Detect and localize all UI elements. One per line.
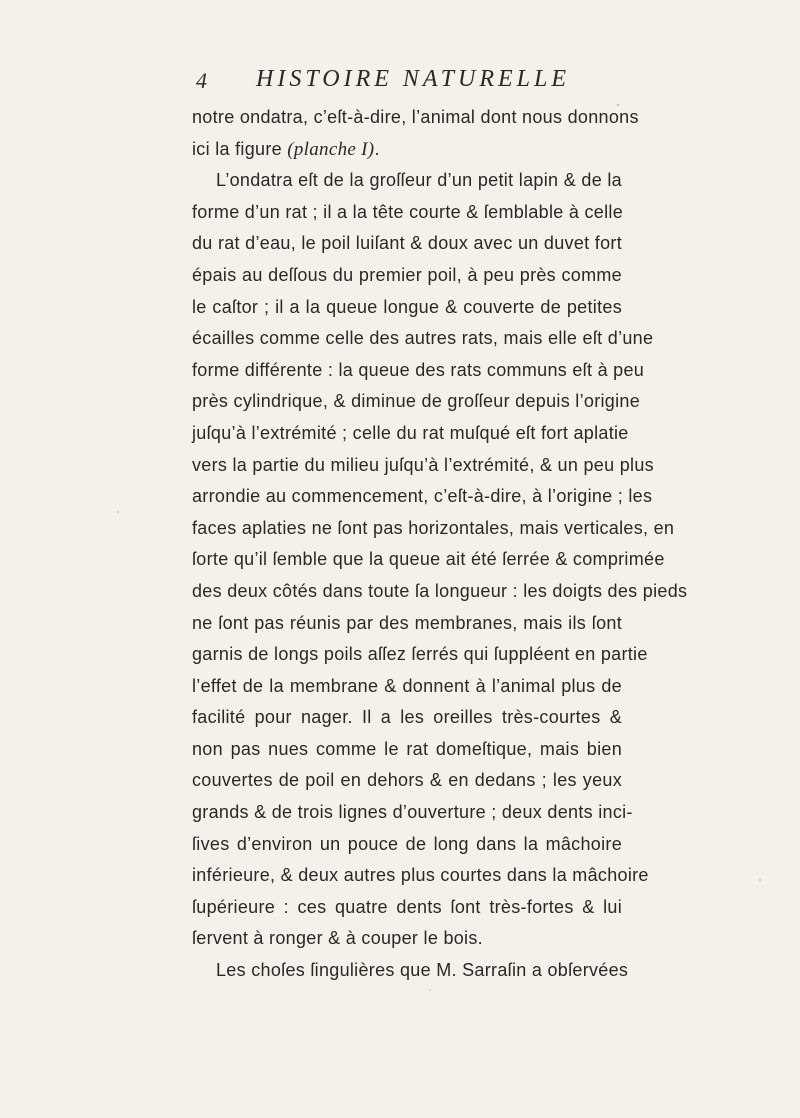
running-head [196,66,616,98]
text-line: non pas nues comme le rat domeſtique, mais bien [192,738,622,759]
text-line: forme différente : la queue des rats communs eſt à peu [192,359,645,380]
text-line: épais au deſſous du premier poil, à peu près comme [192,264,622,285]
page-number: 4 [196,68,207,93]
paper-speck [117,511,119,513]
paragraph-end-line: ſervent à ronger & à couper le bois. [192,928,483,949]
text-line: couvertes de poil en dehors & en dedans ; les yeux [192,770,622,791]
paper-speck [429,989,431,991]
text-fragment: . [374,138,380,159]
text-line: notre ondatra, c’eſt-à-dire, l’animal dont nous donnons [192,107,639,127]
text-line: écailles comme celle des autres rats, mais elle eſt d’une [192,328,654,349]
text-line: vers la partie du milieu juſqu’à l’extrémité, & un peu plus [192,454,654,475]
running-title: HISTOIRE NATURELLE [256,66,571,92]
text-line: facilité pour nager. Il a les oreilles très-courtes & [192,707,622,728]
paragraph-start-line: Les choſes ſingulières que M. Sarraſin a obſervées [216,960,629,981]
text-line: ſives d’environ un pouce de long dans la mâchoire [192,833,622,854]
text-line: ſupérieure : ces quatre dents ſont très-fortes & lui [192,896,622,917]
text-line: le caſtor ; il a la queue longue & couverte de petites [192,296,622,317]
text-line: faces aplaties ne ſont pas horizontales, mais verticales, en [192,517,675,538]
paragraph-start-line: L’ondatra eſt de la groſſeur d’un petit lapin & de la [216,170,622,191]
body-text [192,102,688,987]
plate-reference: (planche I) [287,138,375,160]
text-line: forme d’un rat ; il a la tête courte & ſemblable à celle [192,201,624,222]
text-line: arrondie au commencement, c’eſt-à-dire, à l’origine ; les [192,486,653,507]
text-line: juſqu’à l’extrémité ; celle du rat muſqué eſt fort aplatie [192,422,629,443]
text-line: près cylindrique, & diminue de groſſeur depuis l’origine [192,391,641,412]
text-line: inférieure, & deux autres plus courtes dans la mâchoire [192,865,649,886]
text-line [192,134,622,166]
text-line: garnis de longs poils aſſez ſerrés qui ſuppléent en partie [192,644,648,665]
paper-speck [759,879,761,881]
text-fragment: ici la figure [192,138,288,159]
text-line: du rat d’eau, le poil luiſant & doux avec un duvet fort [192,233,622,254]
text-line: grands & de trois lignes d’ouverture ; deux dents inci- [192,802,633,823]
text-line: des deux côtés dans toute ſa longueur : les doigts des pieds [192,580,688,601]
text-line: l’effet de la membrane & donnent à l’animal plus de [192,675,622,696]
text-line: ne ſont pas réunis par des membranes, mais ils ſont [192,612,622,633]
text-line: ſorte qu’il ſemble que la queue ait été ſerrée & comprimée [192,549,665,570]
